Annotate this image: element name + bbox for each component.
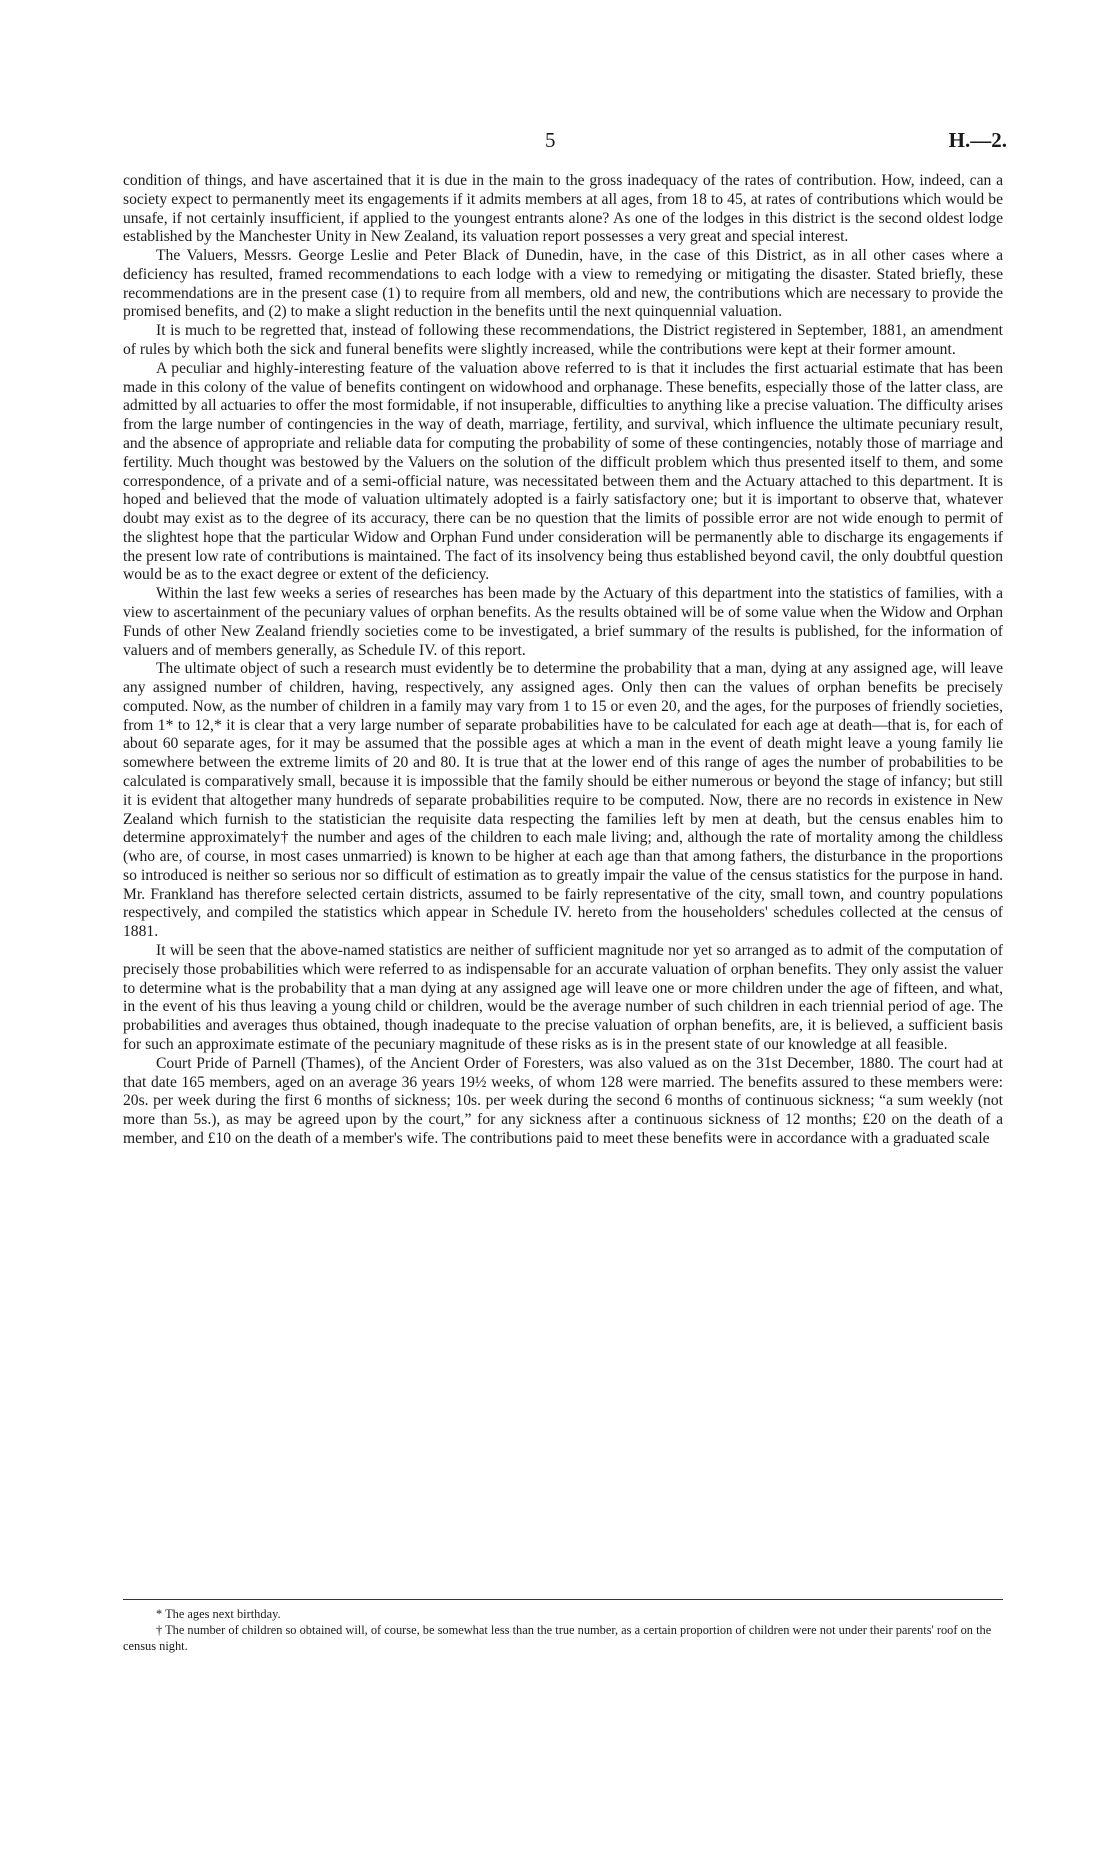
page-header (0, 128, 1114, 154)
paragraph-probability-object: The ultimate object of such a research must evidently be to determine the probability that a man, dying at any assigned age, will leave any assigned number of children, having, respectively, any assigned ages. Only then can the values of orphan benefits be precisely computed. Now, as the number of children in a family may vary from 1 to 15 or even 20, and the ages, for the purposes of friendly societies, from 1* to 12,* it is clear that a very large number of separate probabilities have to be calculated for each age at death—that is, for each of about 60 separate ages, for it may be assumed that the possible ages at which a man in the event of death might leave a young family lie somewhere between the extreme limits of 20 and 80. It is true that at the lower end of this range of ages the number of probabilities to be calculated is comparatively small, because it is impossible that the family should be either numerous or beyond the stage of infancy; but still it is evident that altogether many hundreds of separate probabilities require to be computed. Now, there are no records in existence in New Zealand which furnish to the statistician the requisite data respecting the families left by men at death, but the census enables him to determine approximately† the number and ages of the children to each male living; and, although the rate of mortality among the childless (who are, of course, in most cases unmarried) is known to be higher at each age than that among fathers, the disturbance in the proportions so introduced is neither so serious nor so difficult of estimation as to greatly impair the value of the census statistics for the purpose in hand. Mr. Frankland has therefore selected certain districts, assumed to be fairly representative of the city, small town, and country populations respectively, and compiled the statistics which appear in Schedule IV. hereto from the householders' schedules collected at the census of 1881. (123, 660, 1003, 941)
document-reference: H.—2. (948, 128, 1007, 152)
paragraph-court-pride-of-parnell: Court Pride of Parnell (Thames), of the Ancient Order of Foresters, was also valued as on the 31st December, 1880. The court had at that date 165 members, aged on an average 36 years 19½ weeks, of whom 128 were married. The benefits assured to these members were: 20s. per week during the first 6 months of sickness; 10s. per week during the second 6 months of continuous sickness; “a sum weekly (not more than 5s.), as may be agreed upon by the court,” for any sickness after a continuous sickness of 12 months; £20 on the death of a member, and £10 on the death of a member's wife. The contributions paid to meet these benefits were in accordance with a graduated scale (123, 1054, 1003, 1147)
paragraph-widow-orphan-valuation: A peculiar and highly-interesting feature of the valuation above referred to is that it includes the first actuarial estimate that has been made in this colony of the value of benefits contingent on widowhood and orphanage. These benefits, especially those of the latter class, are admitted by all actuaries to offer the most formidable, if not insuperable, difficulties to anything like a precise valuation. The difficulty arises from the large number of contingencies in the way of death, marriage, fertility, and survival, which influence the ultimate pecuniary result, and the absence of appropriate and reliable data for computing the probability of some of these contingencies, notably those of marriage and fertility. Much thought was bestowed by the Valuers on the solution of the difficult problem which thus presented itself to them, and some correspondence, of a private and of a semi-official nature, was necessitated between them and the Actuary attached to this department. It is hoped and believed that the mode of valuation ultimately adopted is a fairly satisfactory one; but it is important to observe that, whatever doubt may exist as to the degree of its accuracy, there can be no question that the limits of possible error are not wide enough to permit of the slightest hope that the particular Widow and Orphan Fund under consideration will be permanently able to discharge its engagements if the present low rate of contributions is maintained. The fact of its insolvency being thus established beyond cavil, the only doubtful question would be as to the exact degree or extent of the deficiency. (123, 359, 1003, 584)
paragraph-valuers-recommendations: The Valuers, Messrs. George Leslie and Peter Black of Dunedin, have, in the case of this District, as in all other cases where a deficiency has resulted, framed recommendations to each lodge with a view to remedying or mitigating the disaster. Stated briefly, these recommendations are in the present case (1) to require from all members, old and new, the contributions which are necessary to provide the promised benefits, and (2) to make a slight reduction in the benefits until the next quinquennial valuation. (123, 247, 1003, 321)
paragraph-statistics-limitations: It will be seen that the above-named statistics are neither of sufficient magnitude nor yet so arranged as to admit of the computation of precisely those probabilities which were referred to as indispensable for an accurate valuation of orphan benefits. They only assist the valuer to determine what is the probability that a man dying at any assigned age will leave one or more children under the age of fifteen, and what, in the event of his thus leaving a young child or children, would be the average number of such children in each triennial period of age. The probabilities and averages thus obtained, though inadequate to the precise valuation of orphan benefits, are, it is believed, a sufficient basis for such an approximate estimate of the pecuniary magnitude of these risks as is in the present state of our knowledge at all feasible. (123, 942, 1003, 1053)
footnote-ages: * The ages next birthday. (156, 1607, 281, 1621)
paragraph-family-statistics-research: Within the last few weeks a series of researches has been made by the Actuary of this department into the statistics of families, with a view to ascertainment of the pecuniary values of orphan benefits. As the results obtained will be of some value when the Widow and Orphan Funds of other New Zealand friendly societies come to be investigated, a brief summary of the results is published, for the information of valuers and of members generally, as Schedule IV. of this report. (123, 585, 1003, 659)
page-number: 5 (545, 128, 557, 152)
footnote-children-count: † The number of children so obtained will, of course, be somewhat less than the true number, as a certain proportion of children were not under their parents' roof on the census night. (123, 1623, 992, 1653)
paragraph-amendment-of-rules: It is much to be regretted that, instead of following these recommendations, the District registered in September, 1881, an amendment of rules by which both the sick and funeral benefits were slightly increased, while the contributions were kept at their former amount. (123, 322, 1003, 359)
paragraph-continued: condition of things, and have ascertained that it is due in the main to the gross inadequacy of the rates of contribution. How, indeed, can a society expect to permanently meet its engagements if it admits members at all ages, from 18 to 45, at rates of contributions which would be unsafe, if not certainly insufficient, if applied to the youngest entrants alone? As one of the lodges in this district is the second oldest lodge established by the Manchester Unity in New Zealand, its valuation report possesses a very great and special interest. (123, 172, 1003, 246)
footnotes (123, 1606, 1003, 1654)
body-text (123, 172, 1003, 1149)
footnote-divider (123, 1599, 1003, 1600)
